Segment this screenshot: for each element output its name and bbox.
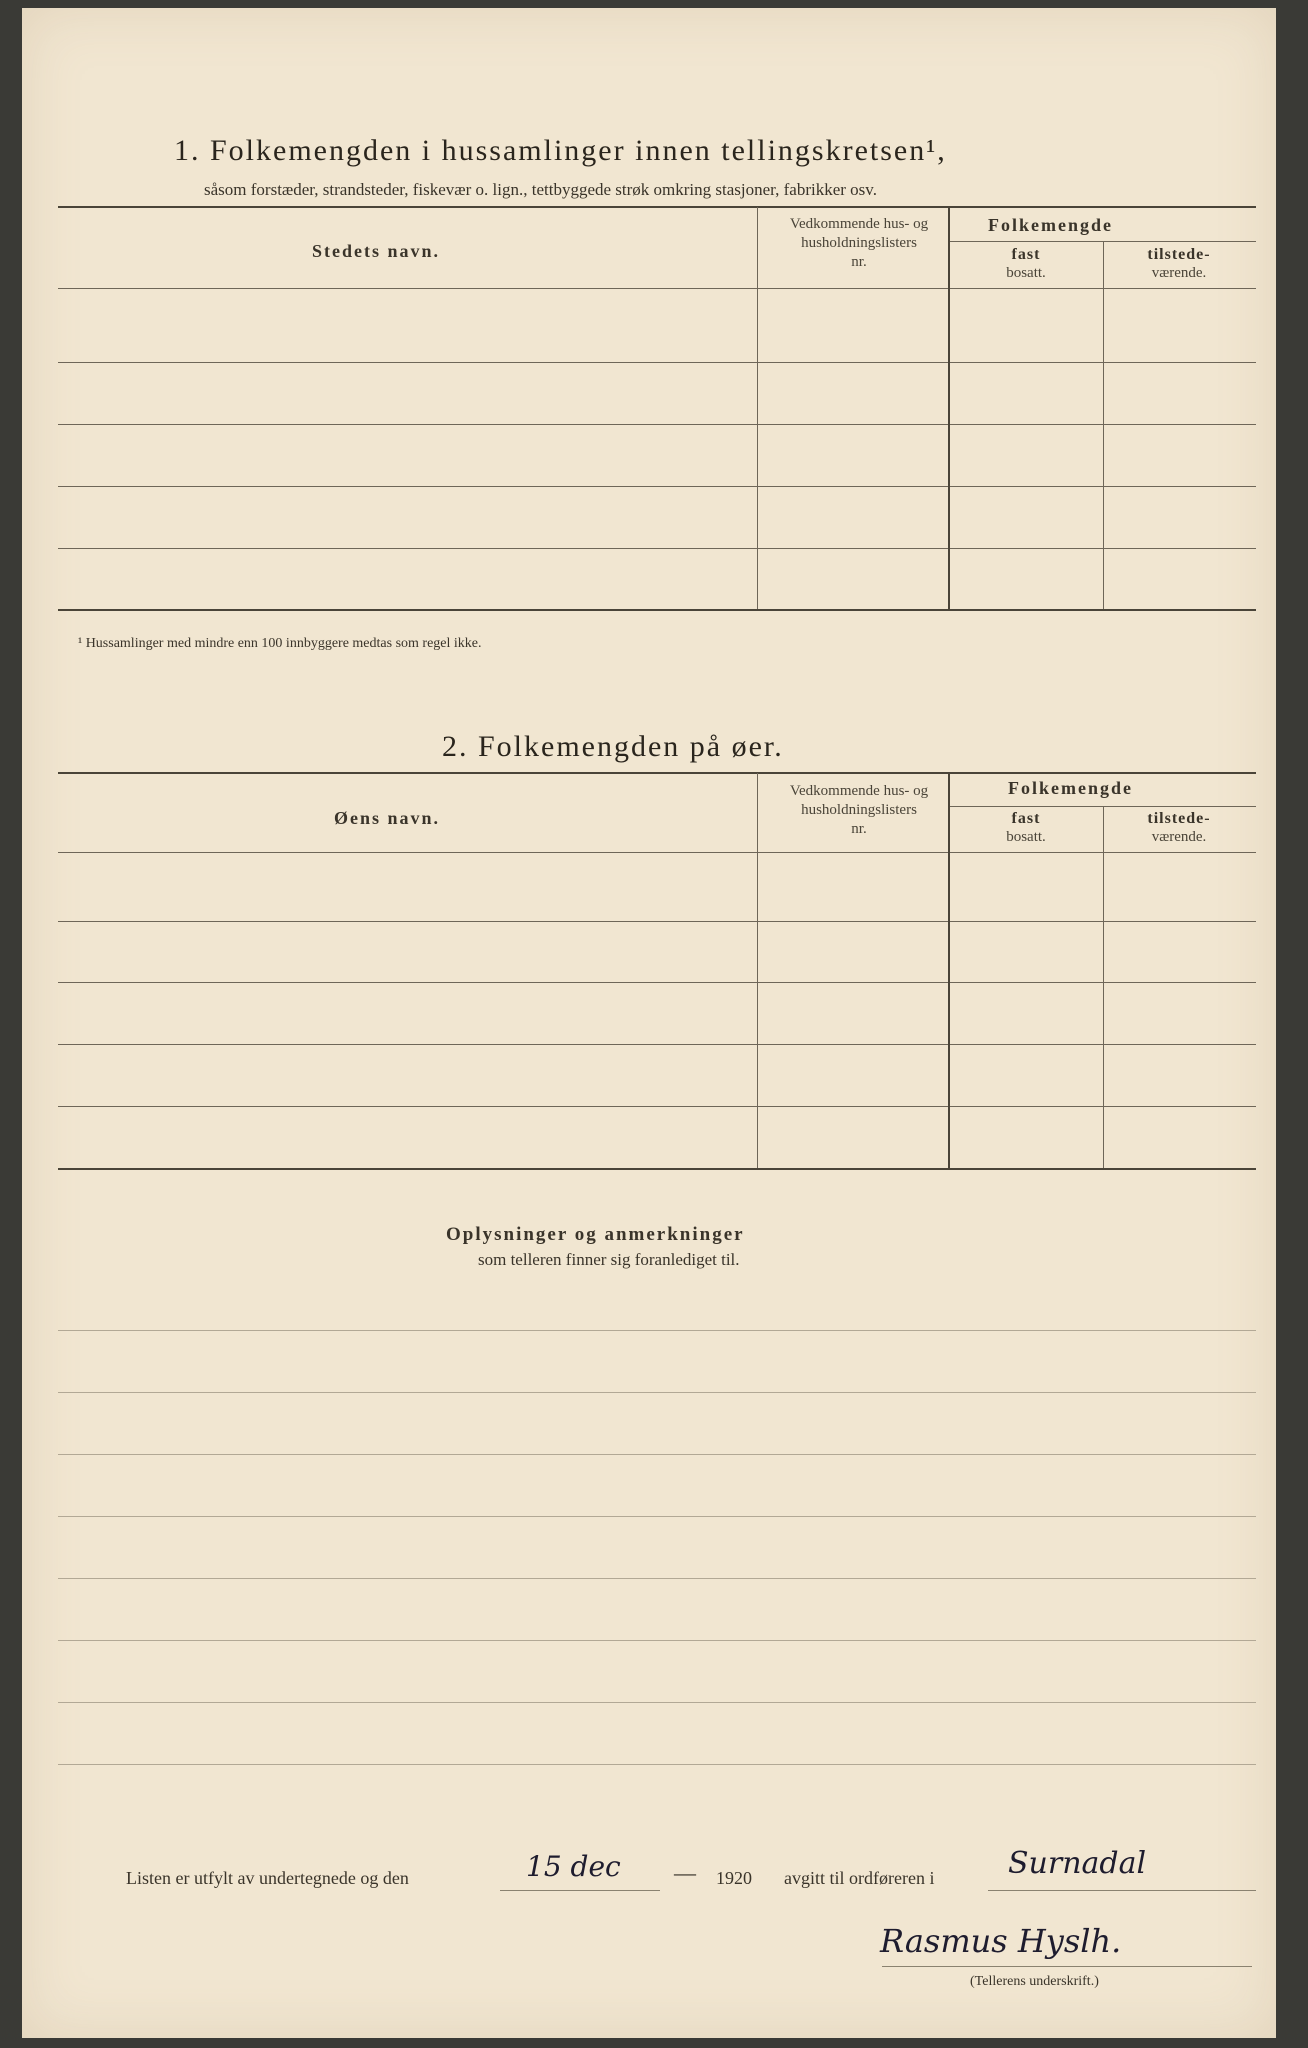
signature-caption: (Tellerens underskrift.) <box>970 1974 1099 1989</box>
counter-signature: Rasmus Hyslh. <box>880 1922 1122 1960</box>
table1-row-line <box>58 548 1256 549</box>
table2-bottom-border <box>58 1168 1256 1170</box>
table2-row-line <box>58 1106 1256 1107</box>
table2-row-line <box>58 921 1256 922</box>
table1-col-divider <box>948 207 950 609</box>
table1-col-divider <box>1103 241 1104 609</box>
table1-header-bottom <box>58 288 1256 289</box>
table1-bottom-border <box>58 609 1256 611</box>
remarks-line <box>58 1578 1256 1579</box>
remarks-subheading: som telleren finner sig foranlediget til. <box>478 1250 740 1269</box>
signature-year: 1920 <box>716 1868 752 1888</box>
remarks-line <box>58 1516 1256 1517</box>
table1-row-line <box>58 424 1256 425</box>
remarks-line <box>58 1330 1256 1331</box>
table1-header-place: Stedets navn. <box>312 241 441 261</box>
table2-row-line <box>58 982 1256 983</box>
table2-header-place: Øens navn. <box>334 808 441 828</box>
remarks-line <box>58 1454 1256 1455</box>
table1-header-tilstede: tilstede- værende. <box>1147 246 1211 281</box>
date-underline <box>500 1890 660 1891</box>
remarks-line <box>58 1764 1256 1765</box>
table2-row-line <box>58 1044 1256 1045</box>
section1-title: 1. Folkemengden i hussamlinger innen tellingskretsen¹, <box>174 134 947 167</box>
remarks-line <box>58 1702 1256 1703</box>
table2-col-divider <box>1103 806 1104 1168</box>
census-form-page <box>22 8 1276 2038</box>
table2-header-list: Vedkommende hus- og husholdningslisters nr. <box>789 783 929 837</box>
table1-header-list: Vedkommende hus- og husholdningslisters nr. <box>789 216 929 270</box>
table2-header-population: Folkemengde <box>1008 778 1133 798</box>
table2-header-tilstede: tilstede- værende. <box>1147 810 1211 845</box>
signature-text-1: Listen er utfylt av undertegnede og den <box>126 1868 409 1888</box>
section1-footnote: ¹ Hussamlinger med mindre enn 100 innbyggere medtas som regel ikke. <box>78 636 482 651</box>
table1-col-divider <box>757 207 758 609</box>
remarks-line <box>58 1640 1256 1641</box>
section2-title: 2. Folkemengden på øer. <box>442 730 784 763</box>
table1-header-population: Folkemengde <box>988 215 1113 235</box>
section1-subtitle: såsom forstæder, strandsteder, fiskevær o. lign., tettbyggede strøk omkring stasjoner, fabrikker osv. <box>204 180 877 199</box>
table2-header-fast: fast bosatt. <box>1006 810 1046 845</box>
table1-top-border <box>58 206 1256 208</box>
signature-underline <box>882 1966 1252 1967</box>
table2-header-bottom <box>58 852 1256 853</box>
remarks-line <box>58 1392 1256 1393</box>
table1-row-line <box>58 362 1256 363</box>
table1-row-line <box>58 486 1256 487</box>
signature-text-2: avgitt til ordføreren i <box>784 1868 935 1888</box>
table2-col-divider <box>948 773 950 1168</box>
municipality-underline <box>988 1890 1256 1891</box>
table2-col-divider <box>757 773 758 1168</box>
dash-mark: — <box>674 1860 696 1885</box>
table1-header-fast: fast bosatt. <box>1006 246 1046 281</box>
signature-date: 15 dec <box>526 1850 621 1883</box>
remarks-heading: Oplysninger og anmerkninger <box>446 1224 745 1245</box>
signature-municipality: Surnadal <box>1008 1846 1147 1881</box>
table2-top-border <box>58 772 1256 774</box>
